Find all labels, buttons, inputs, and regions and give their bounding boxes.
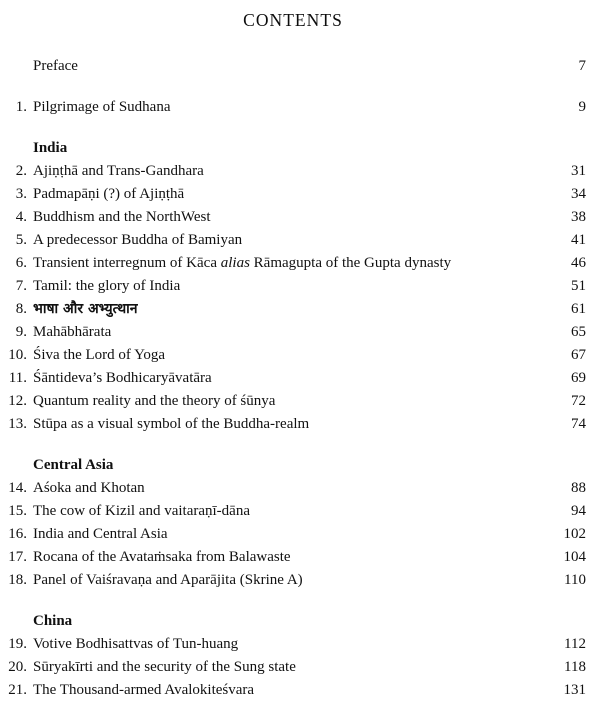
toc-entry-page-number: 46: [571, 255, 586, 271]
toc-entry-page-number: 110: [564, 572, 586, 588]
toc-entry-number: 15.: [8, 503, 27, 519]
toc-entry-title: Śiva the Lord of Yoga: [33, 347, 166, 363]
toc-section-heading: [0, 137, 600, 160]
toc-entry-page-number: 104: [563, 549, 586, 565]
toc-entry-number: 12.: [8, 393, 27, 409]
spacer-after-front-matter: [0, 78, 600, 96]
toc-entry-title: Pilgrimage of Sudhana: [33, 99, 171, 115]
toc-entry-number: 3.: [15, 186, 27, 202]
toc-entry-title: Sūryakīrti and the security of the Sung state: [33, 659, 296, 675]
toc-entry-number: 8.: [15, 301, 27, 317]
toc-entry-title: The cow of Kizil and vaitaraṇī-dāna: [33, 503, 250, 519]
toc-entry-title: Aśoka and Khotan: [33, 480, 145, 496]
toc-entry[interactable]: [0, 96, 600, 119]
toc-entry-title: Stūpa as a visual symbol of the Buddha-realm: [33, 416, 310, 432]
toc-entry-page-number: 51: [571, 278, 586, 294]
toc-entry[interactable]: [0, 55, 600, 78]
toc-entry-page-number: 72: [571, 393, 586, 409]
toc-entry-number: 5.: [15, 232, 27, 248]
toc-entry[interactable]: [0, 633, 600, 656]
toc-entry[interactable]: [0, 252, 600, 275]
spacer-after-title: [0, 31, 600, 55]
toc-entry[interactable]: [0, 321, 600, 344]
table-of-contents-list: [0, 55, 600, 702]
toc-entry-title: Quantum reality and the theory of śūnya: [33, 393, 276, 409]
toc-entry-page-number: 131: [563, 682, 586, 698]
toc-entry[interactable]: [0, 298, 600, 321]
toc-entry[interactable]: [0, 569, 600, 592]
toc-entry-page-number: 41: [571, 232, 586, 248]
toc-entry[interactable]: [0, 344, 600, 367]
toc-entry-number: 18.: [8, 572, 27, 588]
toc-entry[interactable]: [0, 523, 600, 546]
toc-section-label: Central Asia: [33, 457, 114, 473]
toc-entry-title: Tamil: the glory of India: [33, 278, 181, 294]
toc-entry-number: 21.: [8, 682, 27, 698]
toc-entry-number: 1.: [15, 99, 27, 115]
toc-entry[interactable]: [0, 477, 600, 500]
toc-entry-number: 14.: [8, 480, 27, 496]
toc-entry-page-number: 38: [571, 209, 586, 225]
toc-entry[interactable]: [0, 656, 600, 679]
toc-entry-title: Śāntideva’s Bodhicaryāvatāra: [33, 370, 212, 386]
toc-entry-title: Buddhism and the NorthWest: [33, 209, 211, 225]
toc-entry-number: 10.: [8, 347, 27, 363]
toc-entry-page-number: 67: [571, 347, 586, 363]
toc-entry-number: 7.: [15, 278, 27, 294]
toc-entry-title: Ajiṇṭhā and Trans-Gandhara: [33, 163, 204, 179]
toc-entry-title: The Thousand-armed Avalokiteśvara: [33, 682, 255, 698]
toc-entry[interactable]: [0, 275, 600, 298]
toc-entry-title: India and Central Asia: [33, 526, 168, 542]
toc-entry-page-number: 34: [571, 186, 586, 202]
toc-section-label: India: [33, 140, 68, 156]
toc-entry-page-number: 94: [571, 503, 586, 519]
toc-entry-page-number: 65: [571, 324, 586, 340]
toc-entry-title: A predecessor Buddha of Bamiyan: [33, 232, 243, 248]
toc-entry-title: भाषा और अभ्युत्थान: [33, 301, 138, 317]
toc-entry-page-number: 112: [564, 636, 586, 652]
toc-section-heading: [0, 454, 600, 477]
toc-entry-number: 19.: [8, 636, 27, 652]
toc-section-label: China: [33, 613, 73, 629]
toc-entry-number: 4.: [15, 209, 27, 225]
toc-entry[interactable]: [0, 546, 600, 569]
toc-entry[interactable]: [0, 229, 600, 252]
toc-entry[interactable]: [0, 160, 600, 183]
toc-entry-title: Panel of Vaiśravaṇa and Aparājita (Skrine A): [33, 572, 303, 588]
toc-entry[interactable]: [0, 413, 600, 436]
toc-entry-title-italic: alias: [220, 255, 250, 271]
toc-entry[interactable]: [0, 367, 600, 390]
toc-entry-number: 16.: [8, 526, 27, 542]
page-title: CONTENTS: [243, 10, 343, 30]
toc-entry-number: 17.: [8, 549, 27, 565]
toc-entry-page-number: 118: [564, 659, 586, 675]
toc-entry[interactable]: [0, 500, 600, 523]
toc-entry-page-number: 9: [578, 99, 586, 115]
toc-entry-title: Mahābhārata: [33, 324, 112, 340]
toc-entry-title: Rocana of the Avataṁsaka from Balawaste: [33, 549, 291, 565]
toc-entry-page-number: 102: [563, 526, 586, 542]
toc-entry[interactable]: [0, 183, 600, 206]
toc-entry-page-number: 61: [571, 301, 586, 317]
toc-entry-page-number: 31: [571, 163, 586, 179]
toc-entry-number: 2.: [15, 163, 27, 179]
spacer-before-section: [0, 119, 600, 137]
toc-entry[interactable]: [0, 206, 600, 229]
toc-entry-number: 20.: [8, 659, 27, 675]
toc-entry[interactable]: [0, 390, 600, 413]
toc-entry-page-number: 7: [578, 58, 586, 74]
spacer-before-section: [0, 436, 600, 454]
toc-entry-number: 11.: [8, 370, 27, 386]
toc-entry-page-number: 74: [571, 416, 586, 432]
toc-entry-title: Votive Bodhisattvas of Tun-huang: [33, 636, 239, 652]
toc-entry-number: 6.: [15, 255, 27, 271]
toc-entry-page-number: 69: [571, 370, 586, 386]
toc-entry-title: Transient interregnum of Kāca alias Rāmagupta of the Gupta dynasty: [33, 255, 452, 271]
toc-entry[interactable]: [0, 679, 600, 702]
toc-entry-number: 9.: [15, 324, 27, 340]
toc-entry-title: Padmapāṇi (?) of Ajiṇṭhā: [33, 186, 185, 202]
toc-entry-page-number: 88: [571, 480, 586, 496]
toc-entry-title: Preface: [33, 58, 78, 74]
toc-section-heading: [0, 610, 600, 633]
spacer-before-section: [0, 592, 600, 610]
toc-entry-number: 13.: [8, 416, 27, 432]
